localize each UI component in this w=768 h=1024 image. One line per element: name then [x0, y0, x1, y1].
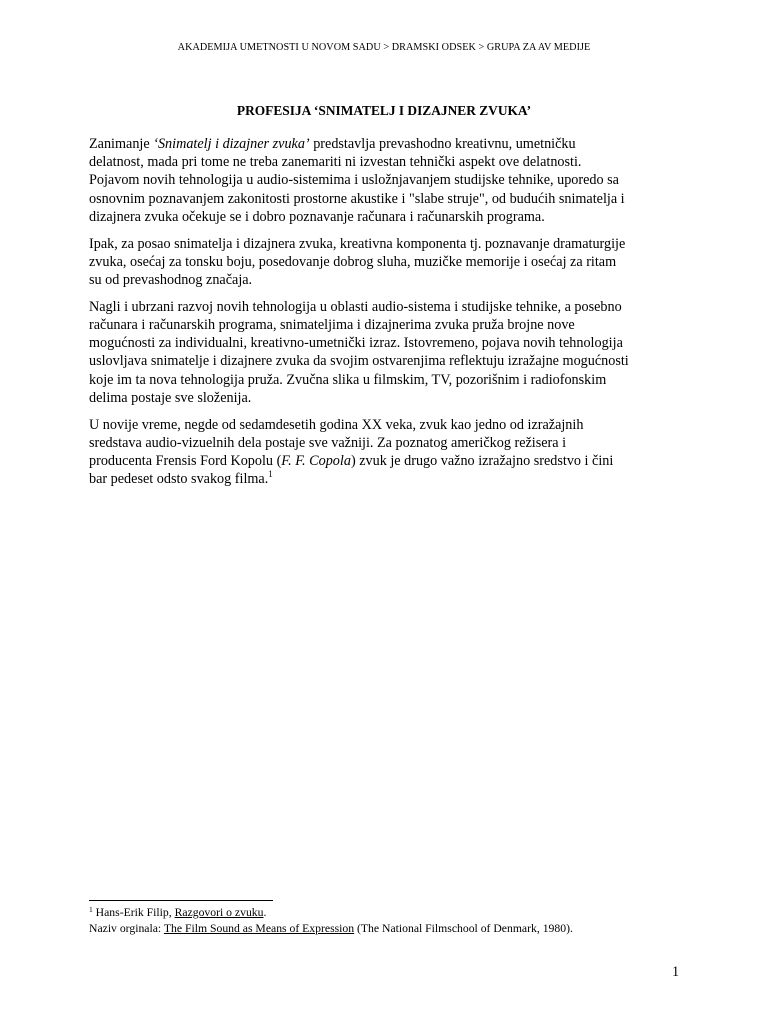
document-body [89, 135, 689, 497]
paragraph-3 [89, 298, 689, 407]
paragraph-line: računara i računarskih programa, snimateljima i dizajnerima zvuka pruža brojne nove [89, 317, 575, 334]
text-run: . [263, 906, 267, 919]
paragraph-line: dizajnera zvuka očekuje se i dobro poznavanje računara i računarskih programa. [89, 208, 545, 225]
footnote-reference[interactable]: 1 [268, 469, 273, 480]
footnote-separator [89, 900, 273, 901]
italic-text: ‘Snimatelj i dizajner zvuka’ [153, 136, 310, 152]
footnote-book-title: Razgovori o zvuku [174, 906, 264, 919]
footnote-line [89, 921, 729, 937]
paragraph-line: uslovljava snimatelje i dizajnere zvuka da svojim ostvarenjima reflektuju izražajne mogućnosti [89, 353, 629, 370]
text-run: predstavlja prevashodno kreativnu, umetničku [309, 136, 576, 152]
page-title: PROFESIJA ‘SNIMATELJ I DIZAJNER ZVUKA’ [236, 103, 532, 118]
paragraph-line: Pojavom novih tehnologija u audio-sistemima i usložnjavanjem studijske tehnike, uporedo sa [89, 172, 619, 189]
footnote [89, 905, 729, 937]
paragraph-line: delima postaje sve složenija. [89, 389, 252, 406]
header-breadcrumb: AKADEMIJA UMETNOSTI U NOVOM SADU > DRAMSKI ODSEK > GRUPA ZA AV MEDIJE [177, 42, 591, 53]
footnote-marker: 1 [89, 905, 93, 914]
paragraph-line: su od prevashodnog značaja. [89, 272, 253, 289]
paragraph-line: Ipak, za posao snimatelja i dizajnera zvuka, kreativna komponenta tj. poznavanje dramaturgije [89, 235, 626, 252]
footnote-line [89, 905, 729, 921]
text-run: ) zvuk je drugo važno izražajno sredstvo i čini [350, 453, 614, 470]
paragraph-line: Nagli i ubrzani razvoj novih tehnologija u oblasti audio-sistema i studijske tehnike, a posebno [89, 298, 622, 315]
text-run: bar pedeset odsto svakog filma. [89, 471, 269, 488]
paragraph-line: zvuka, osećaj za tonsku boju, posedovanje dobrog sluha, muzičke memorije i osećaj za ritam [89, 253, 617, 270]
paragraph-line: delatnost, mada pri tome ne treba zanemariti ni izvestan tehnički aspekt ove delatnosti. [89, 154, 582, 171]
paragraph-1 [89, 135, 689, 226]
paragraph-line: sredstava audio-vizuelnih dela postaje sve važniji. Za poznatog američkog režisera i [89, 434, 567, 451]
text-run: producenta Frensis Ford Kopolu ( [89, 453, 282, 470]
paragraph-line [89, 452, 689, 470]
paragraph-4 [89, 416, 689, 489]
paragraph-line [89, 470, 689, 488]
page-number: 1 [672, 964, 680, 980]
italic-text: F. F. Copola [281, 453, 351, 470]
paragraph-line [89, 135, 689, 153]
footnote-publisher: (The National Filmschool of Denmark, 1980). [354, 922, 573, 935]
footnote-author: Hans-Erik Filip, [92, 906, 175, 919]
paragraph-line: osnovnim poznavanjem zakonitosti prostorne akustike i "slabe struje", od budućih snimatelja i [89, 190, 625, 207]
footnote-original-label: Naziv orginala: [89, 922, 164, 935]
paragraph-2 [89, 235, 689, 290]
footnote-original-title: The Film Sound as Means of Expression [163, 922, 355, 935]
paragraph-line: mogućnosti za individualni, kreativno-umetnički izraz. Istovremeno, pojava novih tehnologija [89, 335, 623, 352]
text-run: Zanimanje [89, 136, 154, 152]
paragraph-line: U novije vreme, negde od sedamdesetih godina XX veka, zvuk kao jedno od izražajnih [89, 416, 584, 433]
paragraph-line: koje im ta nova tehnologija pruža. Zvučna slika u filmskim, TV, pozorišnim i radiofonskim [89, 371, 607, 388]
